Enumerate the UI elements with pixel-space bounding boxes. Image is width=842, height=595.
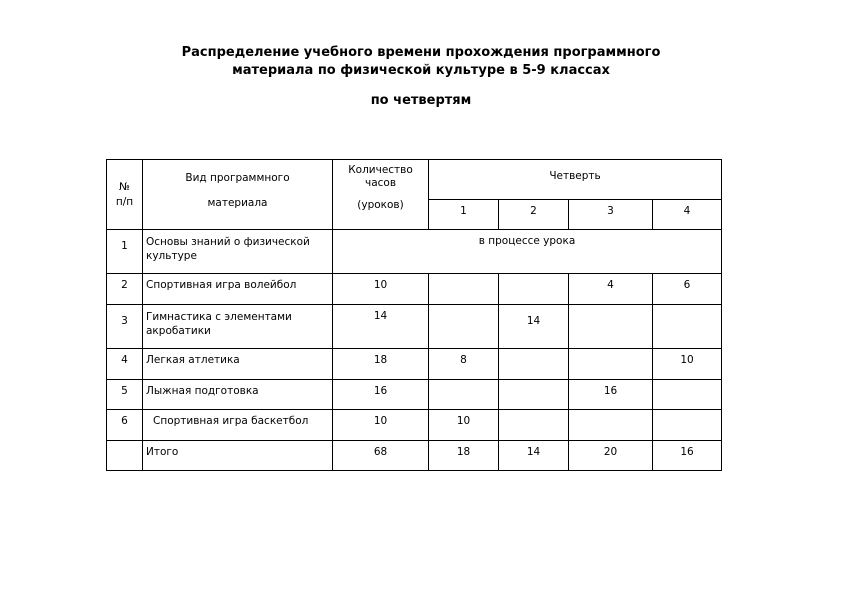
row-q3: 4 [569, 274, 653, 305]
row-name: Итого [143, 441, 333, 471]
row-q3 [569, 349, 653, 380]
row-name: Основы знаний о физической культуре [143, 230, 333, 274]
row-num: 6 [107, 410, 143, 441]
row-num: 3 [107, 305, 143, 349]
header-num [107, 160, 143, 230]
row-q2: 14 [499, 441, 569, 471]
table-row [107, 305, 722, 349]
header-kind [143, 160, 333, 230]
row-q3: 16 [569, 380, 653, 410]
row-hours: 10 [333, 274, 429, 305]
title-line-1: Распределение учебного времени прохождения программного [181, 45, 661, 60]
row-hours: 18 [333, 349, 429, 380]
header-quarter: Четверть [429, 160, 722, 200]
row-num: 2 [107, 274, 143, 305]
row-hours: 16 [333, 380, 429, 410]
row-q1: 8 [429, 349, 499, 380]
row-name: Легкая атлетика [143, 349, 333, 380]
title-line-2: материала по физической культуре в 5-9 классах [232, 63, 610, 78]
table-row [107, 274, 722, 305]
row-q4: 16 [653, 441, 722, 471]
header-q2: 2 [499, 200, 569, 230]
row-q2 [499, 380, 569, 410]
header-q3: 3 [569, 200, 653, 230]
header-hours-line-3: (уроков) [357, 199, 404, 211]
row-num: 5 [107, 380, 143, 410]
row-q2 [499, 349, 569, 380]
header-kind-line-2: материала [207, 197, 268, 209]
row-q4: 6 [653, 274, 722, 305]
row-q3 [569, 305, 653, 349]
row-q2 [499, 410, 569, 441]
row-name: Спортивная игра волейбол [143, 274, 333, 305]
row-name: Спортивная игра баскетбол [143, 410, 333, 441]
table-row [107, 410, 722, 441]
row-num: 4 [107, 349, 143, 380]
row-q3: 20 [569, 441, 653, 471]
row-name: Лыжная подготовка [143, 380, 333, 410]
row-num: 1 [107, 230, 143, 274]
row-q3 [569, 410, 653, 441]
header-q1: 1 [429, 200, 499, 230]
row-num [107, 441, 143, 471]
table-row [107, 230, 722, 274]
row-q2: 14 [499, 305, 569, 349]
row-name: Гимнастика с элементами акробатики [143, 305, 333, 349]
header-row-1 [107, 160, 722, 200]
header-hours [333, 160, 429, 230]
row-q4: 10 [653, 349, 722, 380]
page-subtitle: по четвертям [370, 93, 472, 108]
row-hours: 10 [333, 410, 429, 441]
header-hours-line-2: часов [364, 177, 397, 189]
header-q4: 4 [653, 200, 722, 230]
row-q4 [653, 410, 722, 441]
row-q4 [653, 380, 722, 410]
header-hours-line-1: Количество [348, 164, 413, 176]
row-q4 [653, 305, 722, 349]
table-row [107, 380, 722, 410]
schedule-table [106, 159, 722, 471]
row-q1 [429, 380, 499, 410]
total-row [107, 441, 722, 471]
row-merged-note: в процессе урока [333, 230, 722, 274]
row-q1 [429, 305, 499, 349]
header-num-line-1: № [119, 180, 130, 193]
table-row [107, 349, 722, 380]
row-hours: 14 [333, 305, 429, 349]
row-q1 [429, 274, 499, 305]
page-title [0, 44, 842, 80]
row-hours: 68 [333, 441, 429, 471]
row-q2 [499, 274, 569, 305]
header-num-line-2: п/п [115, 195, 134, 208]
row-q1: 18 [429, 441, 499, 471]
header-kind-line-1: Вид программного [185, 172, 290, 184]
row-q1: 10 [429, 410, 499, 441]
